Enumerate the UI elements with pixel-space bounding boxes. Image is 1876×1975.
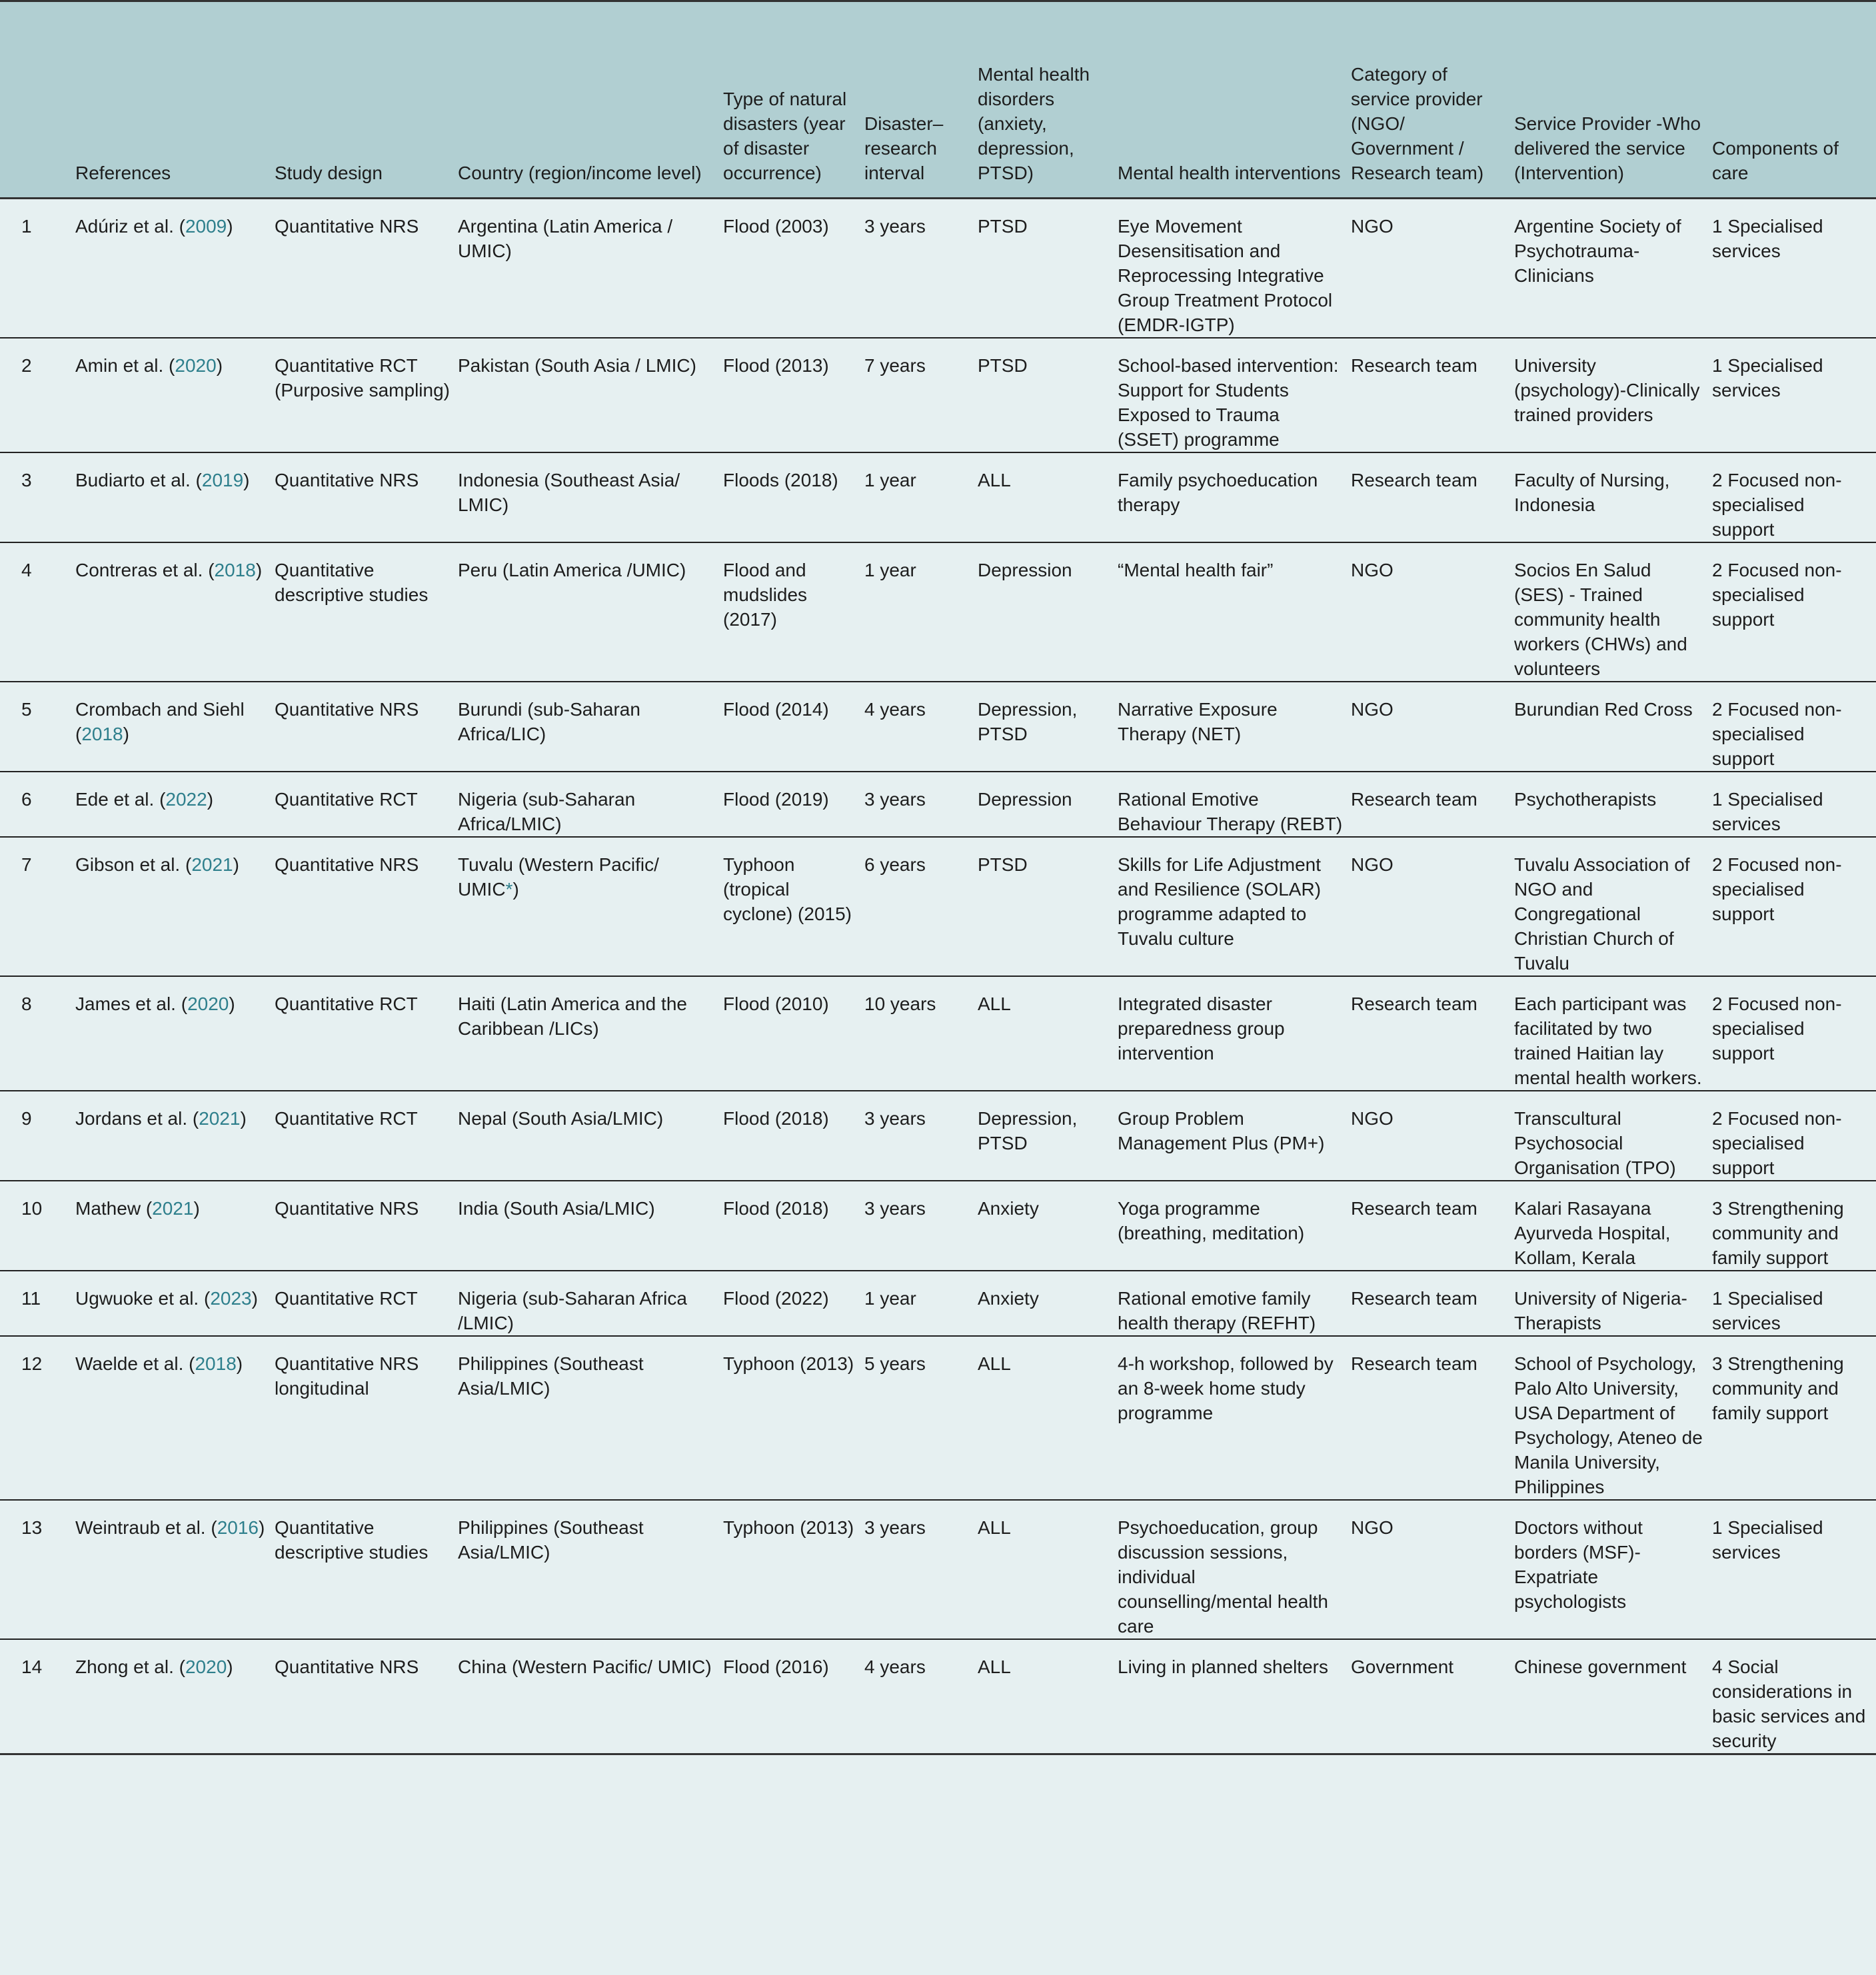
- reference-author: Mathew (: [75, 1198, 153, 1219]
- reference-cell: [75, 772, 275, 837]
- row-number: 6: [0, 772, 75, 837]
- table-row: [0, 682, 1876, 772]
- header-cell-index: [0, 1, 75, 199]
- country-text: Haiti (Latin America and the Caribbean /LICs): [458, 993, 687, 1039]
- row-number: 4: [0, 542, 75, 682]
- service-provider-cell: Socios En Salud (SES) - Trained community health workers (CHWs) and volunteers: [1514, 542, 1712, 682]
- reference-year-link[interactable]: 2021: [152, 1198, 194, 1219]
- header-cell-service-provider: Service Provider -Who delivered the service (Intervention): [1514, 1, 1712, 199]
- interval-cell: 3 years: [864, 1500, 978, 1639]
- disaster-type-cell: Flood (2018): [723, 1091, 864, 1181]
- reference-author: Crombach and Siehl (: [75, 699, 245, 744]
- reference-close: ): [233, 854, 239, 875]
- disaster-type-cell: Typhoon (2013): [723, 1500, 864, 1639]
- provider-category-cell: Research team: [1351, 772, 1514, 837]
- reference-year-link[interactable]: 2018: [81, 724, 123, 744]
- country-cell: [458, 452, 723, 542]
- disaster-type-cell: Typhoon (tropical cyclone) (2015): [723, 837, 864, 976]
- country-text: Nigeria (sub-Saharan Africa/LMIC): [458, 789, 636, 834]
- reference-cell: [75, 682, 275, 772]
- reference-close: ): [243, 470, 250, 490]
- header-cell-references: References: [75, 1, 275, 199]
- disorder-cell: Depression: [978, 772, 1118, 837]
- service-provider-cell: Faculty of Nursing, Indonesia: [1514, 452, 1712, 542]
- provider-category-cell: NGO: [1351, 1500, 1514, 1639]
- disorder-cell: PTSD: [978, 199, 1118, 338]
- reference-author: Waelde et al. (: [75, 1353, 195, 1374]
- disaster-type-cell: Flood (2019): [723, 772, 864, 837]
- country-text: Tuvalu (Western Pacific/ UMIC: [458, 854, 659, 900]
- header-cell-study-design: Study design: [275, 1, 458, 199]
- interval-cell: 6 years: [864, 837, 978, 976]
- row-number: 3: [0, 452, 75, 542]
- provider-category-cell: NGO: [1351, 837, 1514, 976]
- row-number: 9: [0, 1091, 75, 1181]
- interval-cell: 5 years: [864, 1336, 978, 1500]
- study-design-cell: Quantitative descriptive studies: [275, 542, 458, 682]
- reference-year-link[interactable]: 2009: [185, 216, 227, 237]
- header-cell-interventions: Mental health interventions: [1118, 1, 1351, 199]
- reference-close: ): [240, 1108, 247, 1129]
- components-cell: 2 Focused non-specialised support: [1712, 452, 1876, 542]
- reference-cell: [75, 1500, 275, 1639]
- components-cell: 2 Focused non-specialised support: [1712, 682, 1876, 772]
- country-cell: [458, 837, 723, 976]
- table-row: [0, 452, 1876, 542]
- row-number: 5: [0, 682, 75, 772]
- country-cell: [458, 1500, 723, 1639]
- reference-cell: [75, 1271, 275, 1336]
- country-text: Indonesia (Southeast Asia/ LMIC): [458, 470, 680, 515]
- reference-close: ): [259, 1517, 265, 1538]
- service-provider-cell: Doctors without borders (MSF)-Expatriate psychologists: [1514, 1500, 1712, 1639]
- components-cell: 1 Specialised services: [1712, 199, 1876, 338]
- reference-close: ): [207, 789, 214, 810]
- country-text: Philippines (Southeast Asia/LMIC): [458, 1517, 644, 1563]
- reference-close: ): [229, 993, 235, 1014]
- table-body: [0, 199, 1876, 1754]
- provider-category-cell: Research team: [1351, 338, 1514, 452]
- reference-author: Amin et al. (: [75, 355, 175, 376]
- country-cell: [458, 976, 723, 1091]
- country-text-tail: ): [512, 879, 519, 900]
- reference-close: ): [227, 216, 233, 237]
- interval-cell: 1 year: [864, 1271, 978, 1336]
- reference-author: Weintraub et al. (: [75, 1517, 217, 1538]
- row-number: 1: [0, 199, 75, 338]
- reference-year-link[interactable]: 2018: [214, 560, 256, 580]
- reference-cell: [75, 837, 275, 976]
- reference-year-link[interactable]: 2016: [217, 1517, 259, 1538]
- reference-cell: [75, 452, 275, 542]
- disorder-cell: ALL: [978, 1336, 1118, 1500]
- provider-category-cell: NGO: [1351, 542, 1514, 682]
- disorder-cell: Depression: [978, 542, 1118, 682]
- provider-category-cell: Research team: [1351, 1181, 1514, 1271]
- interval-cell: 3 years: [864, 1091, 978, 1181]
- reference-cell: [75, 542, 275, 682]
- intervention-cell: Yoga programme (breathing, meditation): [1118, 1181, 1351, 1271]
- reference-cell: [75, 1181, 275, 1271]
- service-provider-cell: University of Nigeria- Therapists: [1514, 1271, 1712, 1336]
- disorder-cell: PTSD: [978, 338, 1118, 452]
- provider-category-cell: NGO: [1351, 682, 1514, 772]
- components-cell: 2 Focused non-specialised support: [1712, 542, 1876, 682]
- reference-year-link[interactable]: 2020: [185, 1656, 227, 1677]
- reference-author: Jordans et al. (: [75, 1108, 199, 1129]
- header-cell-components: Components of care: [1712, 1, 1876, 199]
- disaster-type-cell: Flood (2013): [723, 338, 864, 452]
- interval-cell: 4 years: [864, 682, 978, 772]
- disorder-cell: Depression, PTSD: [978, 1091, 1118, 1181]
- provider-category-cell: Research team: [1351, 976, 1514, 1091]
- components-cell: 3 Strengthening community and family support: [1712, 1336, 1876, 1500]
- reference-author: Budiarto et al. (: [75, 470, 202, 490]
- service-provider-cell: Tuvalu Association of NGO and Congregational Christian Church of Tuvalu: [1514, 837, 1712, 976]
- reference-year-link[interactable]: 2021: [191, 854, 233, 875]
- table-row: [0, 542, 1876, 682]
- intervention-cell: Psychoeducation, group discussion sessions, individual counselling/mental health care: [1118, 1500, 1351, 1639]
- country-cell: [458, 1091, 723, 1181]
- table-row: [0, 1500, 1876, 1639]
- disorder-cell: ALL: [978, 976, 1118, 1091]
- reference-author: James et al. (: [75, 993, 188, 1014]
- country-cell: [458, 772, 723, 837]
- reference-cell: [75, 1091, 275, 1181]
- country-cell: [458, 1271, 723, 1336]
- table-row: [0, 1639, 1876, 1754]
- intervention-cell: Rational emotive family health therapy (REFHT): [1118, 1271, 1351, 1336]
- header-row: [0, 1, 1876, 199]
- footnote-marker[interactable]: *: [505, 879, 513, 900]
- disaster-type-cell: Typhoon (2013): [723, 1336, 864, 1500]
- study-design-cell: Quantitative RCT: [275, 1091, 458, 1181]
- country-cell: [458, 199, 723, 338]
- components-cell: 2 Focused non-specialised support: [1712, 837, 1876, 976]
- provider-category-cell: NGO: [1351, 1091, 1514, 1181]
- intervention-cell: Eye Movement Desensitisation and Reprocessing Integrative Group Treatment Protocol (EMDR-IGTP): [1118, 199, 1351, 338]
- table-row: [0, 976, 1876, 1091]
- interval-cell: 10 years: [864, 976, 978, 1091]
- country-cell: [458, 542, 723, 682]
- interval-cell: 7 years: [864, 338, 978, 452]
- interval-cell: 4 years: [864, 1639, 978, 1754]
- table-row: [0, 1336, 1876, 1500]
- reference-cell: [75, 338, 275, 452]
- disaster-type-cell: Flood (2010): [723, 976, 864, 1091]
- components-cell: 3 Strengthening community and family support: [1712, 1181, 1876, 1271]
- country-cell: [458, 1639, 723, 1754]
- intervention-cell: Skills for Life Adjustment and Resilience (SOLAR) programme adapted to Tuvalu culture: [1118, 837, 1351, 976]
- study-design-cell: Quantitative RCT: [275, 1271, 458, 1336]
- country-cell: [458, 1181, 723, 1271]
- country-text: Philippines (Southeast Asia/LMIC): [458, 1353, 644, 1399]
- disorder-cell: ALL: [978, 1639, 1118, 1754]
- reference-year-link[interactable]: 2020: [175, 355, 217, 376]
- reference-author: Gibson et al. (: [75, 854, 192, 875]
- service-provider-cell: Psychotherapists: [1514, 772, 1712, 837]
- disorder-cell: ALL: [978, 1500, 1118, 1639]
- study-design-cell: Quantitative RCT (Purposive sampling): [275, 338, 458, 452]
- header-cell-interval: Disaster–research interval: [864, 1, 978, 199]
- row-number: 14: [0, 1639, 75, 1754]
- country-text: Nigeria (sub-Saharan Africa /LMIC): [458, 1288, 687, 1333]
- disaster-type-cell: Flood (2022): [723, 1271, 864, 1336]
- reference-cell: [75, 1336, 275, 1500]
- reference-author: Adúriz et al. (: [75, 216, 185, 237]
- reference-close: ): [251, 1288, 258, 1309]
- reference-cell: [75, 199, 275, 338]
- reference-year-link[interactable]: 2021: [199, 1108, 241, 1129]
- intervention-cell: “Mental health fair”: [1118, 542, 1351, 682]
- interval-cell: 3 years: [864, 199, 978, 338]
- disorder-cell: Anxiety: [978, 1271, 1118, 1336]
- disaster-type-cell: Flood (2016): [723, 1639, 864, 1754]
- reference-cell: [75, 976, 275, 1091]
- interval-cell: 1 year: [864, 542, 978, 682]
- reference-close: ): [216, 355, 223, 376]
- row-number: 12: [0, 1336, 75, 1500]
- table-row: [0, 837, 1876, 976]
- disaster-type-cell: Flood and mudslides (2017): [723, 542, 864, 682]
- country-cell: [458, 1336, 723, 1500]
- table-row: [0, 1271, 1876, 1336]
- reference-year-link[interactable]: 2022: [165, 789, 207, 810]
- provider-category-cell: Government: [1351, 1639, 1514, 1754]
- intervention-cell: Rational Emotive Behaviour Therapy (REBT): [1118, 772, 1351, 837]
- header-cell-country: Country (region/income level): [458, 1, 723, 199]
- country-text: Argentina (Latin America / UMIC): [458, 216, 673, 261]
- disaster-type-cell: Flood (2014): [723, 682, 864, 772]
- header-cell-disorders: Mental health disorders (anxiety, depression, PTSD): [978, 1, 1118, 199]
- components-cell: 2 Focused non-specialised support: [1712, 976, 1876, 1091]
- disaster-type-cell: Flood (2018): [723, 1181, 864, 1271]
- row-number: 2: [0, 338, 75, 452]
- reference-close: ): [227, 1656, 233, 1677]
- intervention-cell: Integrated disaster preparedness group intervention: [1118, 976, 1351, 1091]
- interval-cell: 1 year: [864, 452, 978, 542]
- reference-author: Ede et al. (: [75, 789, 166, 810]
- reference-author: Contreras et al. (: [75, 560, 215, 580]
- components-cell: 1 Specialised services: [1712, 1271, 1876, 1336]
- disorder-cell: Anxiety: [978, 1181, 1118, 1271]
- country-text: Peru (Latin America /UMIC): [458, 560, 686, 580]
- provider-category-cell: Research team: [1351, 452, 1514, 542]
- row-number: 7: [0, 837, 75, 976]
- provider-category-cell: Research team: [1351, 1336, 1514, 1500]
- reference-close: ): [123, 724, 129, 744]
- reference-close: ): [255, 560, 263, 580]
- disorder-cell: PTSD: [978, 837, 1118, 976]
- study-design-cell: Quantitative NRS: [275, 199, 458, 338]
- service-provider-cell: Chinese government: [1514, 1639, 1712, 1754]
- interval-cell: 3 years: [864, 1181, 978, 1271]
- row-number: 10: [0, 1181, 75, 1271]
- reference-close: ): [193, 1198, 200, 1219]
- study-design-cell: Quantitative NRS: [275, 682, 458, 772]
- country-text: Nepal (South Asia/LMIC): [458, 1108, 664, 1129]
- study-design-cell: Quantitative NRS longitudinal: [275, 1336, 458, 1500]
- study-design-cell: Quantitative RCT: [275, 772, 458, 837]
- study-design-cell: Quantitative NRS: [275, 1639, 458, 1754]
- intervention-cell: Family psychoeducation therapy: [1118, 452, 1351, 542]
- study-design-cell: Quantitative NRS: [275, 837, 458, 976]
- service-provider-cell: School of Psychology, Palo Alto University, USA Department of Psychology, Ateneo de Manila University, Philippines: [1514, 1336, 1712, 1500]
- interval-cell: 3 years: [864, 772, 978, 837]
- country-text: India (South Asia/LMIC): [458, 1198, 655, 1219]
- service-provider-cell: University (psychology)-Clinically trained providers: [1514, 338, 1712, 452]
- provider-category-cell: Research team: [1351, 1271, 1514, 1336]
- disorder-cell: ALL: [978, 452, 1118, 542]
- disaster-type-cell: Floods (2018): [723, 452, 864, 542]
- intervention-cell: Group Problem Management Plus (PM+): [1118, 1091, 1351, 1181]
- study-design-cell: Quantitative NRS: [275, 452, 458, 542]
- study-design-cell: Quantitative RCT: [275, 976, 458, 1091]
- intervention-cell: 4-h workshop, followed by an 8-week home study programme: [1118, 1336, 1351, 1500]
- reference-year-link[interactable]: 2019: [201, 470, 244, 490]
- intervention-cell: Narrative Exposure Therapy (NET): [1118, 682, 1351, 772]
- study-design-cell: Quantitative descriptive studies: [275, 1500, 458, 1639]
- reference-author: Zhong et al. (: [75, 1656, 185, 1677]
- row-number: 13: [0, 1500, 75, 1639]
- intervention-cell: School-based intervention: Support for Students Exposed to Trauma (SSET) programme: [1118, 338, 1351, 452]
- row-number: 8: [0, 976, 75, 1091]
- service-provider-cell: Burundian Red Cross: [1514, 682, 1712, 772]
- table-row: [0, 338, 1876, 452]
- service-provider-cell: Argentine Society of Psychotrauma-Clinicians: [1514, 199, 1712, 338]
- components-cell: 2 Focused non-specialised support: [1712, 1091, 1876, 1181]
- row-number: 11: [0, 1271, 75, 1336]
- provider-category-cell: NGO: [1351, 199, 1514, 338]
- components-cell: 1 Specialised services: [1712, 338, 1876, 452]
- table-row: [0, 1181, 1876, 1271]
- disaster-type-cell: Flood (2003): [723, 199, 864, 338]
- reference-year-link[interactable]: 2018: [195, 1353, 237, 1374]
- reference-year-link[interactable]: 2020: [187, 993, 229, 1014]
- country-cell: [458, 338, 723, 452]
- components-cell: 1 Specialised services: [1712, 1500, 1876, 1639]
- service-provider-cell: Each participant was facilitated by two trained Haitian lay mental health workers.: [1514, 976, 1712, 1091]
- header-cell-disaster-type: Type of natural disasters (year of disaster occurrence): [723, 1, 864, 199]
- reference-close: ): [236, 1353, 243, 1374]
- country-text: China (Western Pacific/ UMIC): [458, 1656, 712, 1677]
- reference-author: Ugwuoke et al. (: [75, 1288, 211, 1309]
- study-design-cell: Quantitative NRS: [275, 1181, 458, 1271]
- table-row: [0, 1091, 1876, 1181]
- country-text: Burundi (sub-Saharan Africa/LIC): [458, 699, 640, 744]
- components-cell: 1 Specialised services: [1712, 772, 1876, 837]
- reference-year-link[interactable]: 2023: [210, 1288, 252, 1309]
- service-provider-cell: Transcultural Psychosocial Organisation (TPO): [1514, 1091, 1712, 1181]
- header-cell-provider-category: Category of service provider (NGO/ Government / Research team): [1351, 1, 1514, 199]
- service-provider-cell: Kalari Rasayana Ayurveda Hospital, Kollam, Kerala: [1514, 1181, 1712, 1271]
- reference-cell: [75, 1639, 275, 1754]
- table-row: [0, 772, 1876, 837]
- table-row: [0, 199, 1876, 338]
- components-cell: 4 Social considerations in basic services and security: [1712, 1639, 1876, 1754]
- disorder-cell: Depression, PTSD: [978, 682, 1118, 772]
- country-cell: [458, 682, 723, 772]
- intervention-cell: Living in planned shelters: [1118, 1639, 1351, 1754]
- country-text: Pakistan (South Asia / LMIC): [458, 355, 696, 376]
